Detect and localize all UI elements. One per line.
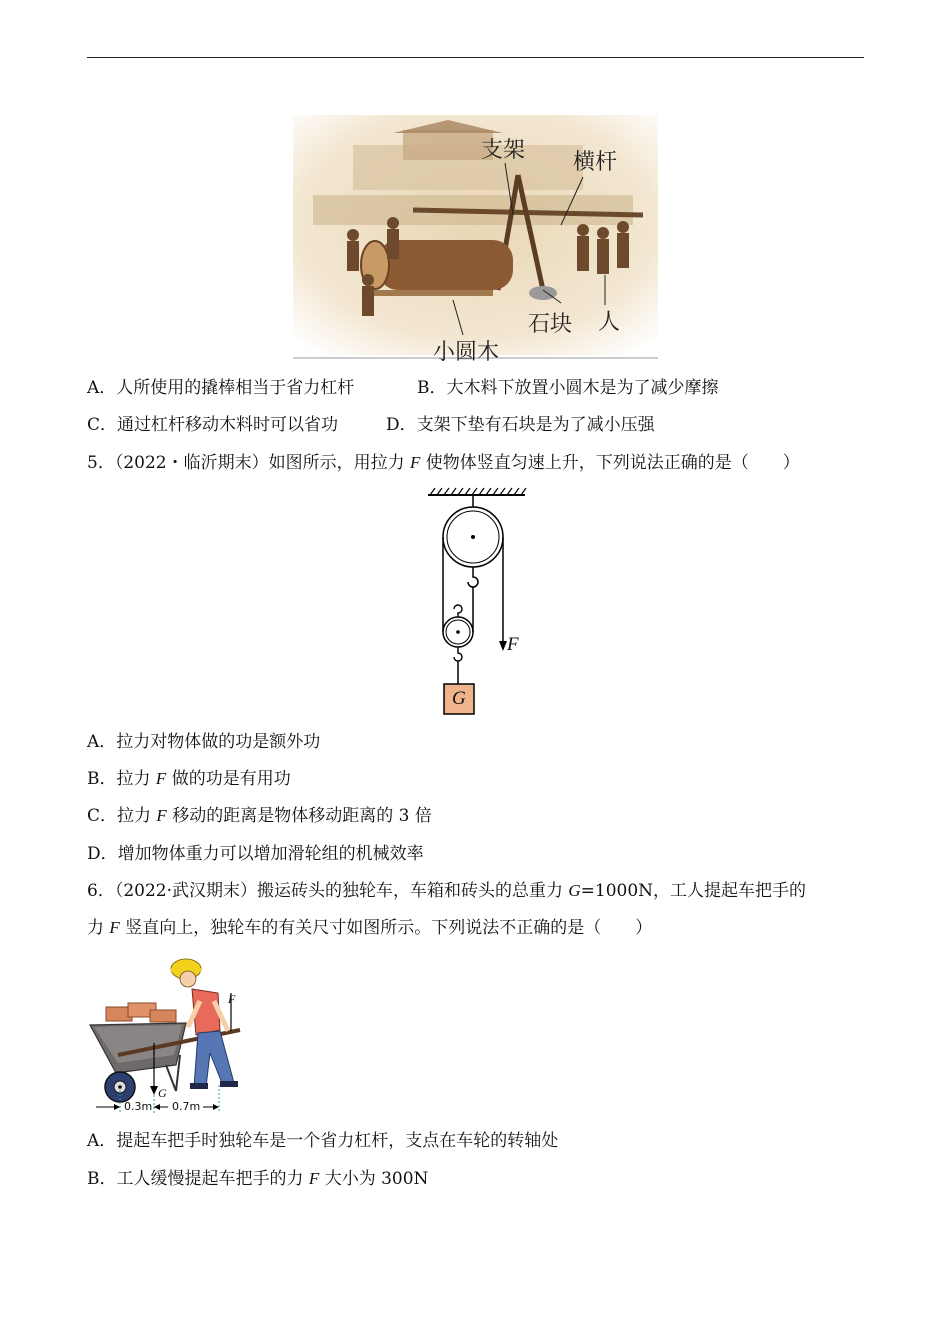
q6-line1-pre: 6．（2022·武汉期末）搬运砖头的独轮车，车箱和砖头的总重力 [87,881,569,901]
q6-stem-line1 [87,879,806,903]
q4-option-b: B．大木料下放置小圆木是为了减少摩擦 [417,378,719,398]
pulley-system-diagram [420,485,540,720]
q6-line2-var: F [109,918,120,937]
wheelbarrow-force-label: F [228,992,236,1006]
wheelbarrow-illustration [88,955,248,1118]
wheelbarrow-figure [88,955,248,1118]
q4-option-c: C．通过杠杆移动木料时可以省功 [87,415,339,435]
q4-option-a: A．人所使用的撬棒相当于省力杠杆 [87,378,355,398]
q5-option-b [87,767,291,791]
wheelbarrow-dim-2: 0.7m [172,1100,201,1113]
q5-option-a: A．拉力对物体做的功是额外功 [87,732,321,752]
label-beam: 横杆 [573,150,618,175]
q6-stem-line2 [87,916,652,940]
q6-line1-post: =1000N，工人提起车把手的 [580,881,807,901]
q6-option-b-pre: B．工人缓慢提起车把手的力 [87,1169,309,1189]
pulley-weight-label: G [452,688,466,709]
q5-option-b-var: F [155,769,167,788]
q5-option-c [87,804,432,828]
q5-option-b-pre: B．拉力 [87,769,156,789]
label-support: 支架 [481,138,526,163]
lever-scene-figure [293,115,658,365]
q5-stem [87,451,800,475]
q5-stem-var: F [409,453,421,472]
q5-option-b-post: 做的功是有用功 [166,769,291,789]
label-stone: 石块 [528,312,573,337]
header-rule [87,57,864,58]
q5-stem-post: 使物体竖直匀速上升，下列说法正确的是（ ） [420,453,800,473]
wheelbarrow-weight-label: G [158,1086,167,1100]
wheelbarrow-dim-1: 0.3m [124,1100,153,1113]
q6-option-b-var: F [308,1169,320,1188]
q6-option-b-post: 大小为 300N [319,1169,429,1189]
pulley-figure [420,485,540,720]
q6-option-b [87,1167,428,1191]
q6-line2-pre: 力 [87,918,110,938]
q5-option-d: D．增加物体重力可以增加滑轮组的机械效率 [87,844,424,864]
q5-option-c-post: 移动的距离是物体移动距离的 3 倍 [166,806,432,826]
q6-line2-post: 竖直向上，独轮车的有关尺寸如图所示。下列说法不正确的是（ ） [119,918,653,938]
q6-option-a: A．提起车把手时独轮车是一个省力杠杆，支点在车轮的转轴处 [87,1131,559,1151]
label-person: 人 [598,310,621,335]
q5-option-c-pre: C．拉力 [87,806,157,826]
q4-option-d: D．支架下垫有石块是为了减小压强 [386,415,655,435]
pulley-force-label: F [507,634,519,655]
q5-option-c-var: F [156,806,167,825]
label-roller: 小圆木 [433,340,500,365]
q6-line1-var: G [568,881,581,900]
q5-stem-pre: 5．（2022・临沂期末）如图所示，用拉力 [87,453,410,473]
